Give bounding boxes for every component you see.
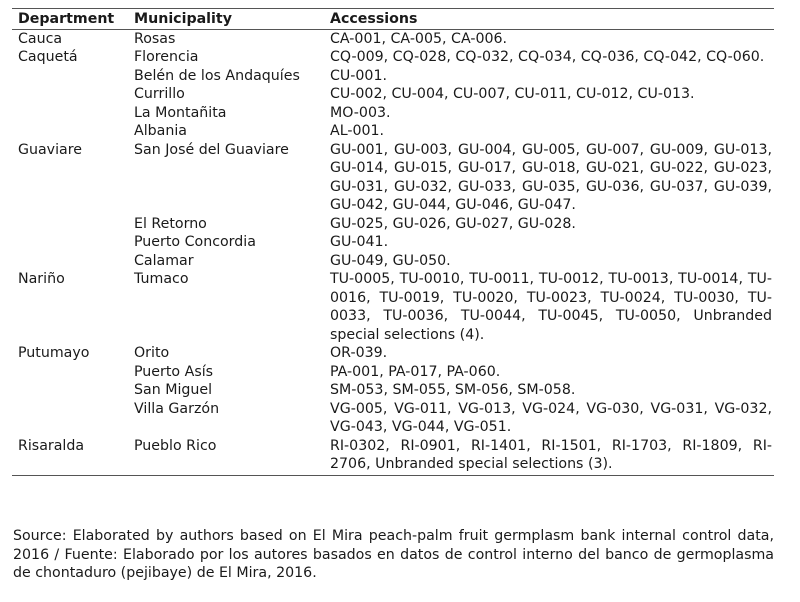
cell-municipality: Tumaco: [134, 271, 189, 287]
cell-municipality: Belén de los Andaquíes: [134, 67, 300, 84]
cell-accessions: VG-005, VG-011, VG-013, VG-024, VG-030, VG-031, VG-032, VG-043, VG-044, VG-051.: [330, 400, 772, 435]
table-row: [12, 363, 774, 382]
table-row: [12, 252, 774, 271]
table-row: [12, 233, 774, 252]
table-row: [12, 215, 774, 234]
cell-accessions: CU-001.: [330, 67, 387, 84]
table-body: [12, 29, 774, 475]
cell-accessions: SM-053, SM-055, SM-056, SM-058.: [330, 382, 576, 398]
cell-municipality: San José del Guaviare: [134, 141, 289, 158]
accessions-table-container: [12, 8, 774, 476]
table-row: [12, 85, 774, 104]
header-row: [12, 9, 774, 30]
cell-accessions: AL-001.: [330, 123, 385, 139]
cell-municipality: Currillo: [134, 86, 185, 102]
cell-accessions: OR-039.: [330, 345, 388, 361]
cell-department: [12, 400, 128, 437]
cell-municipality: Villa Garzón: [134, 400, 220, 417]
header-department: Department: [12, 9, 128, 30]
cell-municipality: Pueblo Rico: [128, 437, 324, 476]
cell-accessions: CQ-009, CQ-028, CQ-032, CQ-034, CQ-036, CQ-042, CQ-060.: [330, 49, 765, 65]
cell-department: Putumayo: [18, 345, 90, 361]
cell-accessions: CU-002, CU-004, CU-007, CU-011, CU-012, CU-013.: [330, 86, 695, 102]
table-row: [12, 400, 774, 437]
cell-accessions: GU-001, GU-003, GU-004, GU-005, GU-007, GU-009, GU-013, GU-014, GU-015, GU-017, GU-018, GU-021, GU-022, GU-023, GU-031, GU-032, GU-033, GU-035, GU-036, GU-037, GU-039, GU-042, GU-044, GU-046, GU-047.: [330, 141, 772, 213]
cell-accessions: TU-0005, TU-0010, TU-0011, TU-0012, TU-0013, TU-0014, TU-0016, TU-0019, TU-0020, TU-0023, TU-0024, TU-0030, TU-0033, TU-0036, TU-0044, TU-0045, TU-0050, Unbranded special selections (4).: [330, 271, 772, 343]
cell-municipality: La Montañita: [134, 104, 227, 121]
header-municipality: Municipality: [128, 9, 324, 30]
table-row: [12, 344, 774, 363]
cell-department: [12, 122, 128, 141]
cell-municipality: El Retorno: [134, 215, 207, 232]
cell-department: Nariño: [18, 271, 65, 287]
cell-municipality: Puerto Asís: [134, 363, 214, 380]
cell-department: [12, 215, 128, 234]
cell-department: [12, 85, 128, 104]
cell-department: [12, 381, 128, 400]
cell-accessions: GU-025, GU-026, GU-027, GU-028.: [330, 215, 576, 232]
cell-accessions: GU-049, GU-050.: [330, 252, 451, 269]
header-accessions: Accessions: [324, 9, 774, 30]
table-row: [12, 48, 774, 67]
cell-municipality: Orito: [134, 345, 170, 361]
cell-department: Cauca: [18, 30, 63, 47]
table-row: [12, 122, 774, 141]
table-header: [12, 9, 774, 30]
cell-accessions: RI-0302, RI-0901, RI-1401, RI-1501, RI-1703, RI-1809, RI-2706, Unbranded special selections (3).: [324, 437, 774, 476]
cell-municipality: Rosas: [134, 30, 176, 47]
cell-municipality: San Miguel: [134, 382, 213, 398]
cell-department: [12, 104, 128, 123]
cell-municipality: Albania: [134, 123, 187, 139]
cell-municipality: Puerto Concordia: [134, 234, 256, 250]
cell-department: Caquetá: [18, 49, 78, 65]
cell-department: [12, 252, 128, 271]
cell-department: [12, 67, 128, 86]
cell-municipality: Calamar: [134, 252, 194, 269]
cell-department: Risaralda: [12, 437, 128, 476]
source-note: Source: Elaborated by authors based on El Mira peach-palm fruit germplasm bank internal control data, 2016 / Fuente: Elaborado por los autores basados en datos de control interno del banco de germoplasma de chontaduro (pejibaye) de El Mira, 2016.: [13, 528, 774, 581]
cell-accessions: CA-001, CA-005, CA-006.: [330, 30, 508, 47]
accessions-table: [12, 8, 774, 476]
cell-department: [12, 363, 128, 382]
cell-accessions: GU-041.: [330, 234, 389, 250]
table-row: [12, 29, 774, 48]
cell-department: [12, 233, 128, 252]
table-row: [12, 67, 774, 86]
cell-municipality: Florencia: [134, 49, 199, 65]
table-row: [12, 381, 774, 400]
cell-accessions: MO-003.: [330, 104, 391, 121]
table-row: [12, 141, 774, 215]
cell-department: Guaviare: [18, 141, 82, 158]
cell-accessions: PA-001, PA-017, PA-060.: [330, 363, 501, 380]
table-row: [12, 270, 774, 344]
table-row: [12, 104, 774, 123]
table-row: [12, 437, 774, 476]
